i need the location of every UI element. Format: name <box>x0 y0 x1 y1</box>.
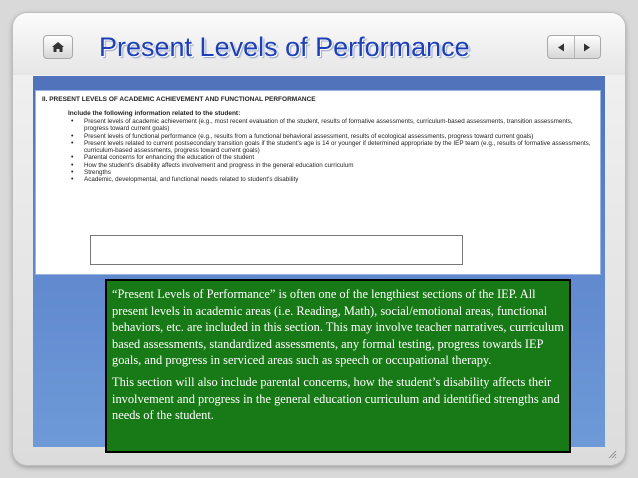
iep-form-excerpt <box>36 91 600 274</box>
form-heading: II. PRESENT LEVELS OF ACADEMIC ACHIEVEMENT AND FUNCTIONAL PERFORMANCE <box>42 96 316 103</box>
description-text-box <box>105 279 571 453</box>
next-slide-button[interactable] <box>574 36 601 58</box>
triangle-right-icon <box>583 43 591 52</box>
slide-title: Present Levels of Performance <box>99 32 470 62</box>
form-bullet-item: • Academic, developmental, and functional needs related to student's disability <box>84 176 594 183</box>
form-bullet-item: • Present levels of functional performance (e.g., results from a functional behavioral assessment, results of ecological assessments, progress toward current goals) <box>84 133 594 140</box>
title-bar <box>13 13 625 75</box>
slide-navigation <box>547 35 601 59</box>
form-bullet-item: • Strengths <box>84 169 594 176</box>
triangle-left-icon <box>557 43 565 52</box>
form-bullet-item: • Parental concerns for enhancing the education of the student <box>84 154 594 161</box>
slide-frame <box>13 13 625 465</box>
form-bullet-item: • Present levels related to current postsecondary transition goals if the student's age is 14 or younger if determined appropriate by the IEP team (e.g., results of formative assessments, curriculum-based assessments, progress toward current goals) <box>84 140 594 155</box>
form-bullet-item: • How the student's disability affects involvement and progress in the general education curriculum <box>84 162 594 169</box>
previous-slide-button[interactable] <box>548 36 574 58</box>
form-bullet-item: • Present levels of academic achievement (e.g., most recent evaluation of the student, results of formative assessments, curriculum-based assessments, transition assessments, progress toward current goals) <box>84 118 594 133</box>
home-icon <box>51 41 65 53</box>
form-bullet-list <box>84 118 594 184</box>
description-paragraph-1: “Present Levels of Performance” is often one of the lengthiest sections of the IEP. All present levels in academic areas (i.e. Reading, Math), social/emotional areas, functional behaviors, etc. are included in this section. This may involve teacher narratives, curriculum based assessments, standardized assessments, any formal testing, progress towards IEP goals, and progress in serviced areas such as speech or occupational therapy. <box>112 287 564 368</box>
home-button[interactable] <box>43 35 73 59</box>
form-intro: Include the following information related to the student: <box>68 110 241 117</box>
description-paragraph-2: This section will also include parental concerns, how the student’s disability affects their involvement and progress in the general education curriculum and identified strengths and needs of the student. <box>112 374 560 423</box>
resize-grip-icon <box>607 449 617 459</box>
form-entry-box <box>90 235 463 265</box>
slide-content <box>33 76 605 447</box>
